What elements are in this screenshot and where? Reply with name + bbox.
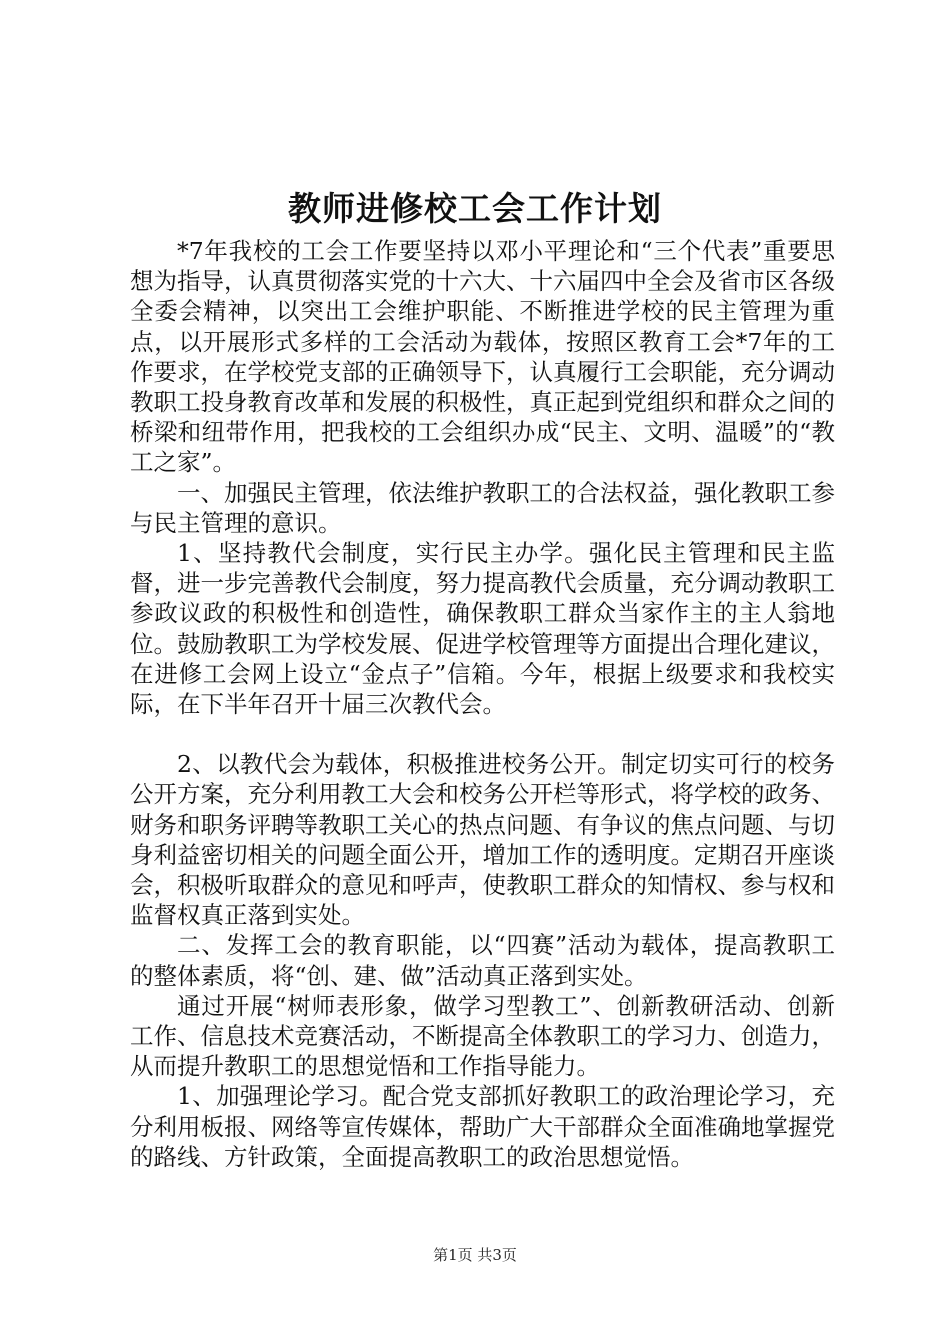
paragraph-section-2-intro: 通过开展“树师表形象，做学习型教工”、创新教研活动、创新工作、信息技术竞赛活动，不断提高全体教职工的学习力、创造力，从而提升教职工的思想觉悟和工作指导能力。 (130, 991, 835, 1081)
paragraph-section-2-heading: 二、发挥工会的教育职能，以“四赛”活动为载体，提高教职工的整体素质，将“创、建、做”活动真正落到实处。 (130, 931, 835, 990)
paragraph-item-1-2: 2、以教代会为载体，积极推进校务公开。制定切实可行的校务公开方案，充分利用教工大会和校务公开栏等形式，将学校的政务、财务和职务评聘等教职工关心的热点问题、有争议的焦点问题、与切身利益密切相关的问题全面公开，增加工作的透明度。定期召开座谈会，积极听取群众的意见和呼声，使教职工群众的知情权、参与权和监督权真正落到实处。 (130, 750, 835, 930)
document-body (130, 236, 835, 1172)
paragraph-section-1-heading: 一、加强民主管理，依法维护教职工的合法权益，强化教职工参与民主管理的意识。 (130, 478, 835, 537)
document-title: 教师进修校工会工作计划 (288, 189, 662, 228)
paragraph-item-1-1: 1、坚持教代会制度，实行民主办学。强化民主管理和民主监督，进一步完善教代会制度，努力提高教代会质量，充分调动教职工参政议政的积极性和创造性，确保教职工群众当家作主的主人翁地位。鼓励教职工为学校发展、促进学校管理等方面提出合理化建议，在进修工会网上设立“金点子”信箱。今年，根据上级要求和我校实际，在下半年召开十届三次教代会。 (130, 539, 835, 719)
paragraph-intro: *7年我校的工会工作要坚持以邓小平理论和“三个代表”重要思想为指导，认真贯彻落实党的十六大、十六届四中全会及省市区各级全委会精神，以突出工会维护职能、不断推进学校的民主管理为重点，以开展形式多样的工会活动为载体，按照区教育工会*7年的工作要求，在学校党支部的正确领导下，认真履行工会职能，充分调动教职工投身教育改革和发展的积极性，真正起到党组织和群众之间的桥梁和纽带作用，把我校的工会组织办成“民主、文明、温暖”的“教工之家”。 (130, 237, 835, 477)
paragraph-item-2-1: 1、加强理论学习。配合党支部抓好教职工的政治理论学习，充分利用板报、网络等宣传媒体，帮助广大干部群众全面准确地掌握党的路线、方针政策，全面提高教职工的政治思想觉悟。 (130, 1082, 835, 1171)
page-footer: 第1页 共3页 (433, 1246, 517, 1264)
